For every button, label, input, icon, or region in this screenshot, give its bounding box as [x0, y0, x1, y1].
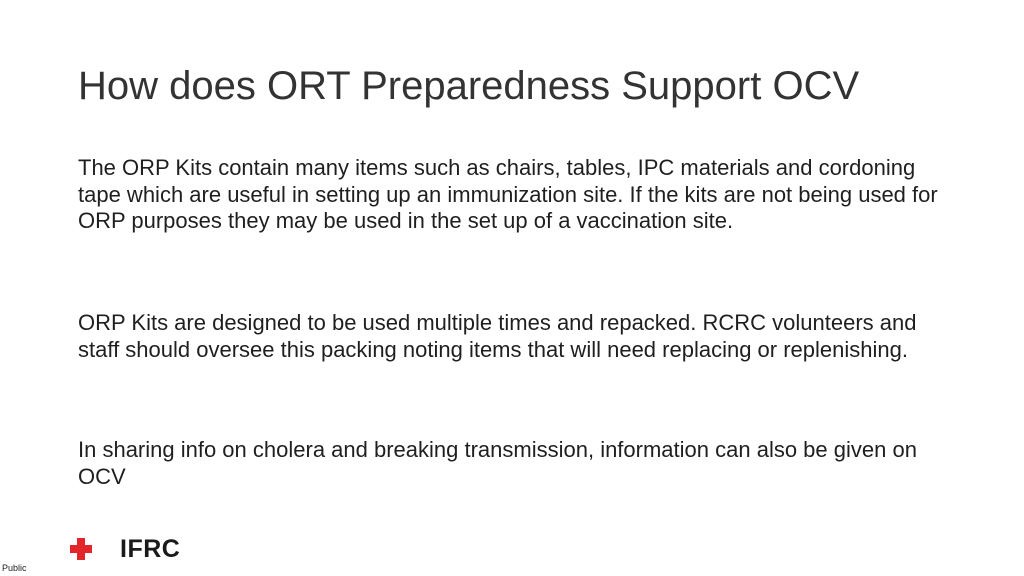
red-cross-crescent-icon [70, 537, 116, 561]
paragraph-sharing-info: In sharing info on cholera and breaking transmission, information can also be given on OCV [78, 437, 917, 489]
paragraph-orp-kits-contents: The ORP Kits contain many items such as chairs, tables, IPC materials and cordoning tape which are useful in setting up an immunization site. If the kits are not being used for ORP purposes they may be used in the set up of a vaccination site. [78, 155, 938, 233]
slide-title: How does ORT Preparedness Support OCV [78, 64, 860, 108]
paragraph-orp-kits-repacking: ORP Kits are designed to be used multiple times and repacked. RCRC volunteers and staff should oversee this packing noting items that will need replacing or replenishing. [78, 310, 917, 362]
ifrc-logo [70, 536, 180, 562]
logo-text: IFRC [120, 535, 181, 563]
classification-label: Public [2, 563, 27, 573]
